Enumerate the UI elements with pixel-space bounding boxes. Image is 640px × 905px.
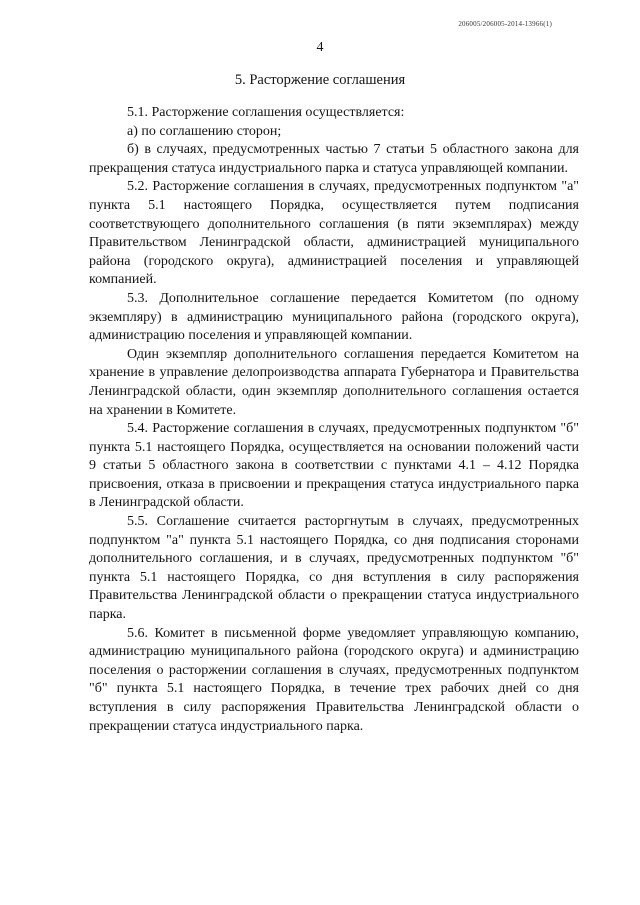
document-body (89, 104, 579, 736)
paragraph-5-2: 5.2. Расторжение соглашения в случаях, предусмотренных подпунктом "а" пункта 5.1 настоящего Порядка, осуществляется путем подписания соответствующего дополнительного соглашения (в пяти экземплярах) между Правительством Ленинградской области, администрацией муниципального района (городского округа), администрацией поселения и управляющей компанией. (89, 179, 579, 288)
document-id: 206005/206005-2014-13966(1) (458, 20, 552, 28)
paragraph-5-1-a: а) по соглашению сторон; (127, 123, 282, 139)
paragraph-5-5: 5.5. Соглашение считается расторгнутым в случаях, предусмотренных подпунктом "а" пункта 5.1 настоящего Порядка, со дня подписания сторонами дополнительного соглашения, и в случаях, предусмотренных подпунктом "б" пункта 5.1 настоящего Порядка, со дня вступления в силу распоряжения Правительства Ленинградской области о прекращении статуса индустриального парка. (89, 514, 579, 623)
section-title: 5. Расторжение соглашения (234, 72, 406, 88)
paragraph-5-3-cont: Один экземпляр дополнительного соглашения передается Комитетом на хранение в управление делопроизводства аппарата Губернатора и Правительства Ленинградской области, один экземпляр дополнительного соглашения остается на хранении в Комитете. (89, 346, 579, 418)
paragraph-5-4: 5.4. Расторжение соглашения в случаях, предусмотренных подпунктом "б" пункта 5.1 настоящего Порядка, осуществляется на основании положений части 9 статьи 5 областного закона в соответствии с пунктами 4.1 – 4.12 Порядка присвоения, отказа в присвоении и прекращения статуса индустриального парка в Ленинградской области. (89, 421, 579, 511)
page-number: 4 (316, 40, 324, 55)
paragraph-5-6: 5.6. Комитет в письменной форме уведомляет управляющую компанию, администрацию муниципального района (городского округа) и администрацию поселения о расторжении соглашения в случаях, предусмотренных подпунктом "б" пункта 5.1 настоящего Порядка, в течение трех рабочих дней со дня вступления в силу распоряжения Правительства Ленинградской области о прекращении статуса индустриального парка. (89, 625, 579, 734)
paragraph-5-1: 5.1. Расторжение соглашения осуществляется: (127, 105, 405, 120)
paragraph-5-3: 5.3. Дополнительное соглашение передается Комитетом (по одному экземпляру) в администрацию муниципального района (городского округа), администрацию поселения и управляющей компании. (89, 290, 579, 344)
paragraph-5-1-b: б) в случаях, предусмотренных частью 7 статьи 5 областного закона для прекращения статуса индустриального парка и статуса управляющей компании. (89, 142, 579, 176)
